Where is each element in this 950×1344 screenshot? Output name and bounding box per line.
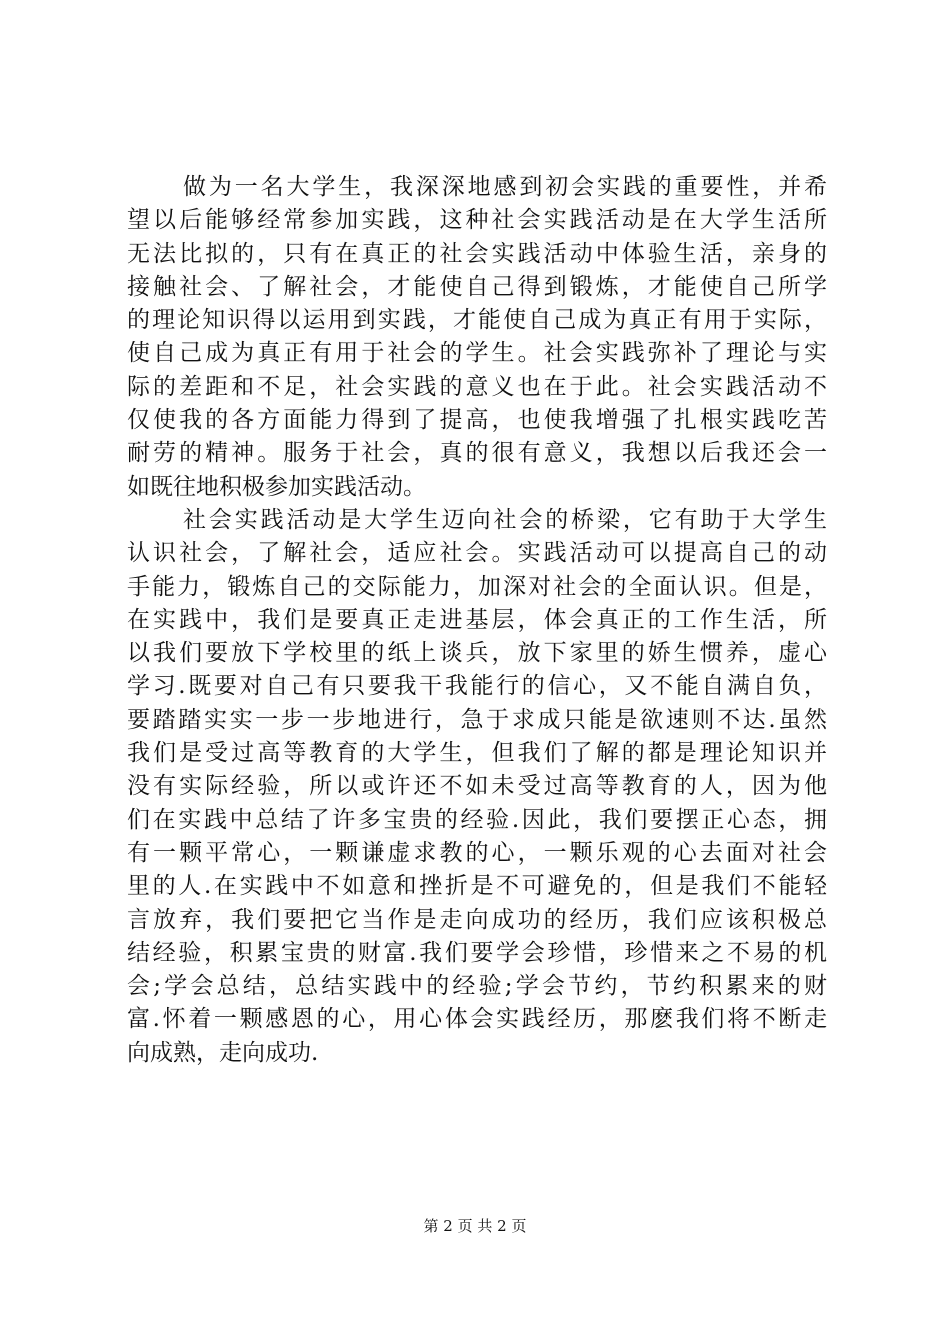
text-line: 如既往地积极参加实践活动。 (127, 473, 426, 500)
page-number: 第 2 页 共 2 页 (423, 1217, 527, 1235)
text-line: 要踏踏实实一步一步地进行，急于求成只能是欲速则不达.虽然 (127, 706, 827, 733)
text-line: 里的人.在实践中不如意和挫折是不可避免的，但是我们不能轻 (127, 873, 827, 900)
text-line: 做为一名大学生，我深深地感到初会实践的重要性，并希 (183, 174, 827, 200)
text-line: 手能力，锻炼自己的交际能力，加深对社会的全面认识。但是， (127, 573, 827, 600)
text-line: 富.怀着一颗感恩的心，用心体会实践经历，那麽我们将不断走 (127, 1006, 827, 1033)
text-line: 使自己成为真正有用于社会的学生。社会实践弥补了理论与实 (127, 340, 827, 367)
text-line: 仅使我的各方面能力得到了提高，也使我增强了扎根实践吃苦 (127, 407, 827, 434)
text-line: 无法比拟的，只有在真正的社会实践活动中体验生活，亲身的 (127, 240, 827, 267)
text-line: 学习.既要对自己有只要我干我能行的信心，又不能自满自负， (127, 673, 827, 700)
text-line: 认识社会，了解社会，适应社会。实践活动可以提高自己的动 (127, 540, 827, 567)
text-line: 际的差距和不足，社会实践的意义也在于此。社会实践活动不 (127, 373, 827, 400)
text-line: 我们是受过高等教育的大学生，但我们了解的都是理论知识并 (127, 740, 827, 767)
text-line: 在实践中，我们是要真正走进基层，体会真正的工作生活，所 (127, 606, 827, 633)
text-line: 结经验，积累宝贵的财富.我们要学会珍惜，珍惜来之不易的机 (127, 939, 827, 966)
paragraph (127, 171, 827, 504)
text-line: 们在实践中总结了许多宝贵的经验.因此，我们要摆正心态，拥 (127, 806, 827, 833)
text-line: 接触社会、了解社会，才能使自己得到锻炼，才能使自己所学 (127, 273, 827, 300)
text-line: 社会实践活动是大学生迈向社会的桥梁，它有助于大学生 (183, 506, 827, 533)
text-line: 的理论知识得以运用到实践，才能使自己成为真正有用于实际， (127, 307, 827, 334)
body-text (127, 171, 827, 1070)
text-line: 没有实际经验，所以或许还不如未受过高等教育的人，因为他 (127, 773, 827, 800)
text-line: 耐劳的精神。服务于社会，真的很有意义，我想以后我还会一 (127, 440, 827, 467)
text-line: 向成熟，走向成功. (127, 1039, 319, 1066)
text-line: 言放弃，我们要把它当作是走向成功的经历，我们应该积极总 (127, 906, 827, 933)
text-line: 以我们要放下学校里的纸上谈兵，放下家里的娇生惯养，虚心 (127, 640, 827, 667)
text-line: 望以后能够经常参加实践，这种社会实践活动是在大学生活所 (127, 207, 827, 234)
text-line: 有一颗平常心，一颗谦虚求教的心，一颗乐观的心去面对社会 (127, 839, 827, 866)
paragraph (127, 504, 827, 1070)
text-line: 会;学会总结，总结实践中的经验;学会节约，节约积累来的财 (127, 973, 827, 1000)
